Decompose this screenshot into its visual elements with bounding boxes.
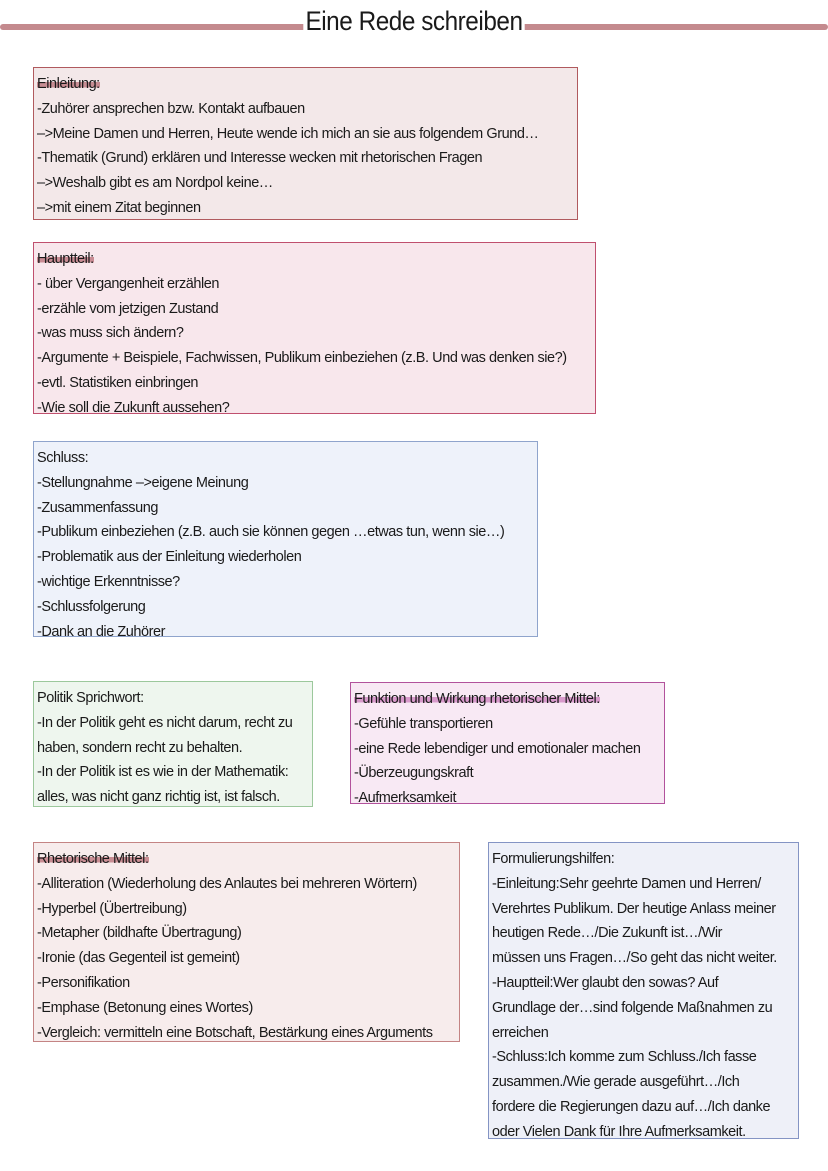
section-heading-text: Funktion und Wirkung rhetorischer Mittel: [354, 687, 600, 712]
list-item: -eine Rede lebendiger und emotionaler machen [354, 740, 641, 757]
list-item: -Dank an die Zuhörer [37, 623, 166, 640]
list-item: Grundlage der…sind folgende Maßnahmen zu [492, 999, 773, 1016]
schluss-box [33, 441, 538, 640]
list-item: -Vergleich: vermitteln eine Botschaft, Bestärkung eines Arguments [37, 1024, 433, 1041]
list-item: -Argumente + Beispiele, Fachwissen, Publikum einbeziehen (z.B. Und was denken sie?) [37, 350, 567, 367]
formulierungshilfen-box [488, 842, 799, 1139]
list-item: -evtl. Statistiken einbringen [37, 374, 199, 391]
hauptteil-box [33, 242, 596, 414]
list-item: –>mit einem Zitat beginnen [37, 199, 201, 216]
list-item: haben, sondern recht zu behalten. [37, 739, 243, 756]
section-heading [37, 446, 534, 471]
list-item: -Einleitung:Sehr geehrte Damen und Herren/ [492, 875, 761, 892]
list-item: alles, was nicht ganz richtig ist, ist falsch. [37, 789, 280, 806]
list-item: -Emphase (Betonung eines Wortes) [37, 999, 253, 1016]
list-item: -Zuhörer ansprechen bzw. Kontakt aufbauen [37, 100, 305, 117]
list-item: -Hauptteil:Wer glaubt den sowas? Auf [492, 974, 719, 991]
page-title-text: Eine Rede schreiben [305, 6, 523, 36]
list-item: -was muss sich ändern? [37, 325, 184, 342]
list-item: -Zusammenfassung [37, 499, 158, 516]
list-item: -In der Politik geht es nicht darum, recht zu [37, 714, 293, 731]
list-item: -Publikum einbeziehen (z.B. auch sie können gegen …etwas tun, wenn sie…) [37, 524, 505, 541]
section-heading-text: Politik Sprichwort: [37, 690, 144, 706]
list-item: -Aufmerksamkeit [354, 790, 457, 807]
list-item: -Überzeugungskraft [354, 765, 474, 782]
list-item: -Thematik (Grund) erklären und Interesse wecken mit rhetorischen Fragen [37, 150, 483, 167]
section-heading-text: Einleitung: [37, 72, 100, 97]
section-heading [37, 72, 574, 97]
list-item: -wichtige Erkenntnisse? [37, 573, 180, 590]
list-item: -Wie soll die Zukunft aussehen? [37, 399, 230, 416]
section-heading [37, 686, 309, 711]
page-title [41, 6, 786, 37]
list-item: fordere die Regierungen dazu auf…/Ich danke [492, 1098, 771, 1115]
list-item: müssen uns Fragen…/So geht das nicht weiter. [492, 950, 777, 967]
list-item: -Stellungnahme –>eigene Meinung [37, 474, 249, 491]
list-item: oder Vielen Dank für Ihre Aufmerksamkeit. [492, 1123, 746, 1140]
politik-box [33, 681, 313, 807]
section-heading-text: Rhetorische Mittel: [37, 847, 149, 872]
list-item: zusammen./Wie gerade ausgeführt…/Ich [492, 1074, 740, 1091]
list-item: -Schlussfolgerung [37, 598, 146, 615]
list-item: –>Meine Damen und Herren, Heute wende ich mich an sie aus folgendem Grund… [37, 125, 539, 142]
section-heading-text: Schluss: [37, 450, 89, 466]
list-item: - über Vergangenheit erzählen [37, 275, 220, 292]
list-item: -Hyperbel (Übertreibung) [37, 900, 187, 917]
list-item: -Problematik aus der Einleitung wiederholen [37, 549, 302, 566]
einleitung-box [33, 67, 578, 220]
section-heading [37, 247, 592, 272]
section-heading-text: Formulierungshilfen: [492, 851, 615, 867]
section-heading [37, 847, 456, 872]
list-item: -Ironie (das Gegenteil ist gemeint) [37, 950, 240, 967]
funktion-box [350, 682, 665, 807]
list-item: -Personifikation [37, 974, 130, 991]
list-item: Verehrtes Publikum. Der heutige Anlass meiner [492, 900, 776, 917]
list-item: heutigen Rede…/Die Zukunft ist…/Wir [492, 925, 723, 942]
section-heading-text: Hauptteil: [37, 247, 94, 272]
list-item: erreichen [492, 1024, 549, 1041]
list-item: -In der Politik ist es wie in der Mathematik: [37, 764, 289, 781]
list-item: -Alliteration (Wiederholung des Anlautes bei mehreren Wörtern) [37, 875, 417, 892]
list-item: -Metapher (bildhafte Übertragung) [37, 925, 242, 942]
list-item: –>Weshalb gibt es am Nordpol keine… [37, 175, 273, 192]
list-item: -Schluss:Ich komme zum Schluss./Ich fasse [492, 1049, 757, 1066]
list-item: -Gefühle transportieren [354, 715, 493, 732]
list-item: -erzähle vom jetzigen Zustand [37, 300, 219, 317]
section-heading [492, 847, 795, 872]
section-heading [354, 687, 661, 712]
rhetorische-mittel-box [33, 842, 460, 1042]
